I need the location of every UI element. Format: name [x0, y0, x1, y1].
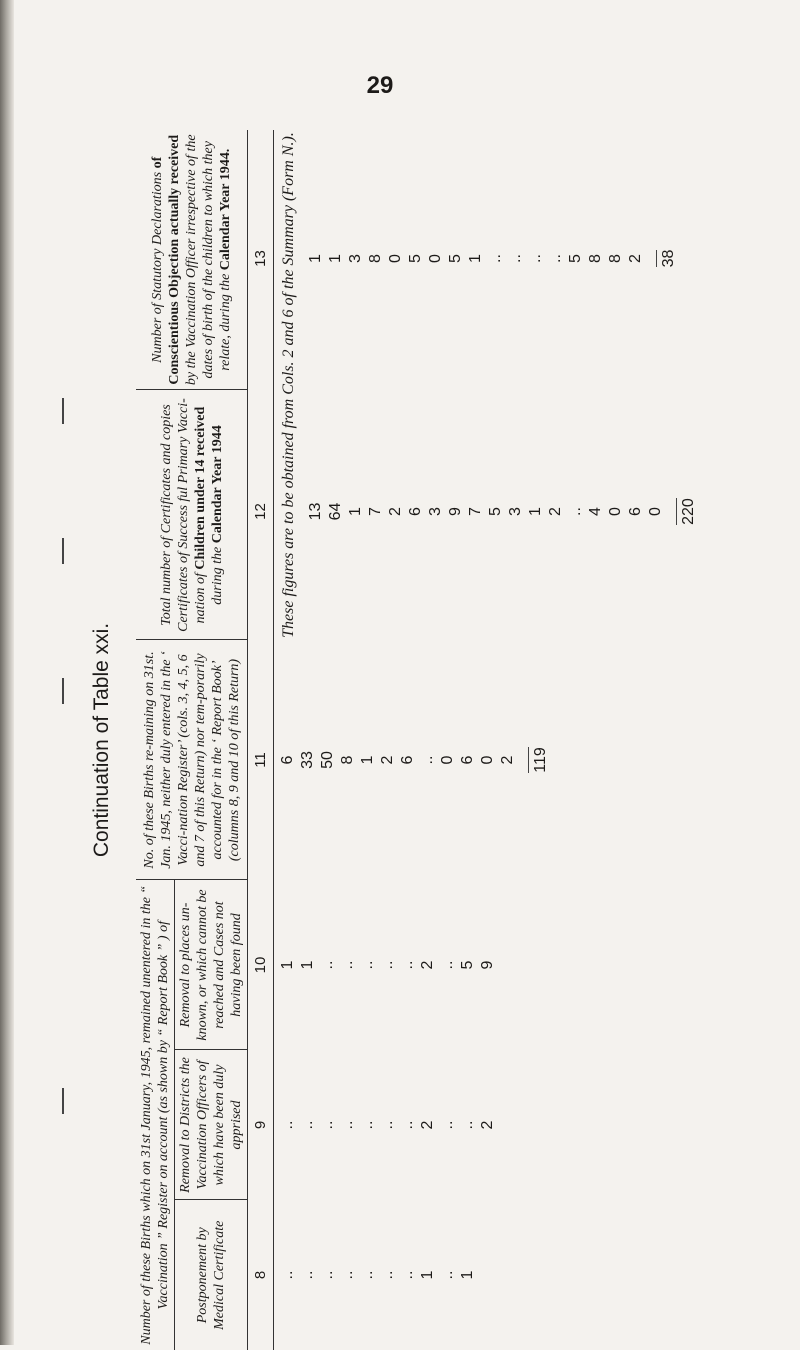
col12-value: 1: [527, 507, 544, 516]
column-number: 8: [248, 1200, 274, 1350]
col13-total: 38: [656, 250, 679, 268]
col8-values: [274, 1200, 704, 1350]
col12-value: 9: [447, 507, 464, 516]
col12-value: 4: [587, 507, 604, 516]
col13-value: 0: [427, 254, 444, 263]
header-col8: Postponement by Medical Certificate: [175, 1200, 248, 1350]
col10-value: ..: [439, 960, 456, 970]
col12-value: 6: [627, 507, 644, 516]
header-col9: Removal to Districts the Vaccination Officers of which have been duly apprised: [175, 1050, 248, 1200]
col13-value: 0: [387, 254, 404, 263]
margin-tick: [62, 538, 64, 564]
col9-value: ..: [359, 1120, 376, 1130]
col9-values: [274, 1050, 704, 1200]
col13-value: 8: [587, 254, 604, 263]
col13-subvalue: 1: [327, 254, 344, 263]
col13-value: 8: [607, 254, 624, 263]
header-col12-bold2: Calendar Year 1944: [209, 425, 225, 544]
col13-value: 1: [467, 254, 484, 263]
margin-tick: [62, 678, 64, 704]
col13-subvalue: 8: [367, 254, 384, 263]
margin-tick: [62, 398, 64, 424]
col9-value: ..: [339, 1120, 356, 1130]
column-number: 11: [248, 640, 274, 880]
col8-value: ..: [319, 1270, 336, 1280]
col11-values: [274, 640, 704, 880]
col12-value: 5: [487, 507, 504, 516]
header-col13-bold2: Calendar Year 1944.: [218, 148, 233, 271]
page-number: 29: [366, 72, 394, 99]
col8-value: ..: [359, 1270, 376, 1280]
col10-value: ..: [379, 960, 396, 970]
col10-value: 5: [459, 960, 476, 970]
col11-value: 6: [399, 755, 416, 765]
header-col12-text: Total number of Certificates and copies Certificates of Success ful Primary Vacci-nation of: [158, 398, 208, 632]
col13-value: ..: [487, 254, 504, 263]
col10-value: ..: [399, 960, 416, 970]
col12-subvalue: 1: [347, 507, 364, 516]
column-number: 12: [252, 503, 269, 520]
col8-value: ..: [439, 1270, 456, 1280]
col12-subvalue: 2: [387, 507, 404, 516]
col10-value: ..: [319, 960, 336, 970]
col8-value: 1: [459, 1270, 476, 1280]
col9-value: ..: [279, 1120, 296, 1130]
header-col13-text: Number of Statutory Declarations: [150, 171, 165, 363]
header-col12-tail: during the: [209, 546, 225, 605]
col12-13-block: [274, 130, 704, 640]
col12-value: ..: [567, 507, 584, 516]
rotated-table-page: [82, 130, 697, 1350]
col12-subvalue: 7: [367, 507, 384, 516]
col8-value: ..: [399, 1270, 416, 1280]
col13-subvalue: 1: [307, 254, 324, 263]
header-col10: Removal to places un-known, or which cannot be reached and Cases not having been found: [175, 880, 248, 1050]
col11-value: 0: [439, 755, 456, 765]
col11-value: 6: [279, 755, 296, 765]
col11-value: 6: [459, 755, 476, 765]
col8-value: ..: [279, 1270, 296, 1280]
col13-value: 2: [627, 254, 644, 263]
table-continuation-title: Continuation of Table xxi.: [90, 622, 113, 858]
header-col13-tail: by the Vaccination Officer irrespective of the dates of birth of the children to which they relate, during the: [184, 134, 233, 386]
column-number: 10: [248, 880, 274, 1050]
col13-value: ..: [527, 254, 544, 263]
header-col13: [136, 130, 248, 390]
col11-value: 1: [359, 755, 376, 765]
col9-value: ..: [459, 1120, 476, 1130]
column-number: 9: [248, 1050, 274, 1200]
col11-value: 8: [339, 755, 356, 765]
col13-value: ..: [507, 254, 524, 263]
summary-note: These figures are to be obtained from Cols. 2 and 6 of the Summary (Form N.).: [280, 132, 297, 638]
col13-value: 5: [447, 254, 464, 263]
col12-subvalue: 64: [327, 502, 344, 521]
header-col11: No. of these Births re-maining on 31st. Jan. 1945, neither duly entered in the ‘ Vacci-nation Register’ (cols. 3, 4, 5, 6 and 7 of this Return) nor tem-porarily accounted for in the ‘ Report Book’ (columns 8, 9 and 10 of this Return): [136, 640, 248, 880]
col12-value: 3: [427, 507, 444, 516]
col12-value: 2: [547, 507, 564, 516]
col9-value: ..: [379, 1120, 396, 1130]
col8-value: ..: [379, 1270, 396, 1280]
col8-value: ..: [339, 1270, 356, 1280]
col10-value: 1: [279, 960, 296, 970]
col13-value: 5: [407, 254, 424, 263]
col11-value: 2: [499, 755, 516, 765]
col11-value: 0: [479, 755, 496, 765]
col9-value: 2: [419, 1120, 436, 1130]
header-col13-bold: of Conscientious Objection actually received: [150, 134, 182, 385]
col11-value: 50: [319, 751, 336, 769]
col11-value: 33: [299, 751, 316, 769]
col10-value: 9: [479, 960, 496, 970]
col8-value: ..: [299, 1270, 316, 1280]
col9-value: ..: [299, 1120, 316, 1130]
column-number: 13: [252, 250, 269, 267]
col12-value: 6: [407, 507, 424, 516]
col10-value: 2: [419, 960, 436, 970]
col10-value: 1: [299, 960, 316, 970]
col10-value: ..: [359, 960, 376, 970]
col13-value: 5: [567, 254, 584, 263]
col12-value: 7: [467, 507, 484, 516]
col9-value: ..: [439, 1120, 456, 1130]
col11-value: 2: [379, 755, 396, 765]
col10-value: ..: [339, 960, 356, 970]
col12-total: 220: [676, 498, 699, 525]
margin-tick: [62, 1088, 64, 1114]
col13-subvalue: 3: [347, 254, 364, 263]
col10-values: [274, 880, 704, 1050]
col11-total: 119: [528, 747, 551, 773]
column-numbers-12-13: [248, 130, 274, 640]
col8-value: 1: [419, 1270, 436, 1280]
col13-value: ..: [547, 254, 564, 263]
col9-value: ..: [319, 1120, 336, 1130]
header-col12: [136, 390, 248, 640]
col9-value: ..: [399, 1120, 416, 1130]
vaccination-table: [136, 130, 703, 1350]
col9-value: 2: [479, 1120, 496, 1130]
col12-subvalue: 13: [307, 502, 324, 521]
header-unentered-births: Number of these Births which on 31st January, 1945, remained unentered in the “ Vaccination ” Register on account (as shown by “ Report Book ” ) of: [136, 880, 175, 1350]
col12-value: 3: [507, 507, 524, 516]
col12-value: 0: [647, 507, 664, 516]
col12-value: 0: [607, 507, 624, 516]
col11-value: ..: [419, 755, 436, 765]
header-col12-bold: Children under 14 received: [192, 406, 208, 570]
scanner-edge-shadow: [0, 0, 14, 1345]
